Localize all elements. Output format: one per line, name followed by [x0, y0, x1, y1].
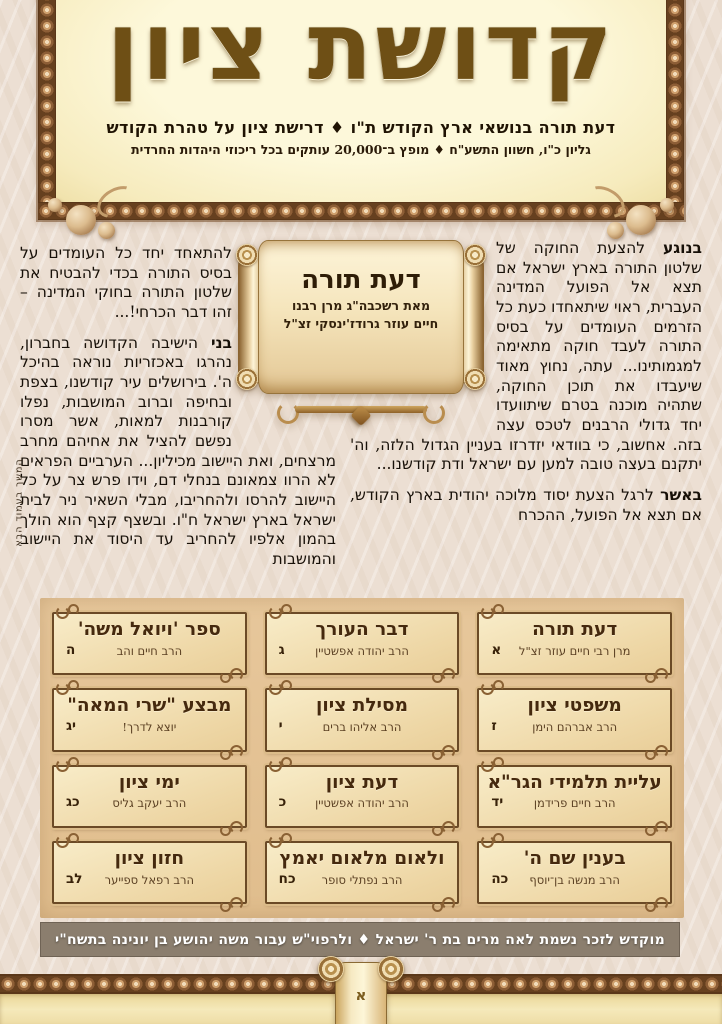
lead-word: באשר — [660, 485, 702, 505]
corner-flourish-icon — [56, 833, 80, 846]
corner-flourish-icon — [644, 899, 668, 912]
corner-sphere-ornament — [660, 198, 674, 212]
toc-entry-author: מרן רבי חיים עוזר זצ"ל — [518, 643, 631, 658]
scroll-curl-icon — [464, 244, 486, 266]
toc-entry-title: בענין שם ה' — [523, 847, 626, 869]
toc-entry[interactable] — [52, 612, 247, 675]
corner-flourish-icon — [431, 670, 455, 683]
toc-entry[interactable] — [52, 841, 247, 904]
toc-entry-title: מסילת ציון — [316, 695, 408, 717]
masthead-frame — [38, 0, 684, 220]
scroll-flourish — [271, 398, 451, 430]
corner-sphere-ornament — [48, 198, 62, 212]
continued-on-next-page-marker: המשך בעמוד הבא — [13, 458, 25, 547]
paragraph — [350, 485, 702, 525]
scroll-author: חיים עוזר גרודז'ינסקי זצ"ל — [283, 316, 439, 331]
toc-entry[interactable] — [477, 765, 672, 828]
corner-flourish-icon — [219, 899, 243, 912]
corner-flourish-icon — [644, 823, 668, 836]
paragraph-text: להצעת החוקה של שלטון התורה בארץ ישראל אם תצא אל הפועל המדינה העברית, ראוי שיתאחדו כעת כל הזרמים העומדים על בסיס התורה לעבד חוקה מתאימה למגמותינו... עתה, נחוץ מאוד שיעבדו את תוכן החוקה, שתהיה מוכנה בטרם שיתוועדו יחד גדולי הרבנים לטכס עצה בזה. אחשוב, כי בוודאי יזדרזו בעניין הגדול הלזה, וה' יתקנם בעצה טובה למען עם ישראל ודת קודשנו... — [350, 239, 702, 474]
lead-word: בנוגע — [662, 238, 702, 257]
lead-word: בני — [210, 332, 232, 352]
toc-entry-page: א — [491, 641, 502, 658]
paragraph-text: להתאחד יחד כל העומדים על בסיס התורה בכדי להבטיח את שלטון התורה בחוקי המדינה – זהו דבר הכרחי!... — [20, 244, 232, 322]
toc-entry-title: משפטי ציון — [527, 695, 622, 717]
toc-entry-author: יוצא לדרך! — [122, 720, 177, 735]
corner-flourish-icon — [431, 823, 455, 836]
toc-entry[interactable] — [52, 688, 247, 751]
daas-torah-scroll — [236, 232, 486, 432]
toc-entry-page: יג — [66, 718, 77, 735]
corner-flourish-icon — [431, 899, 455, 912]
scroll-curl-icon — [464, 368, 486, 390]
corner-flourish-icon — [644, 670, 668, 683]
toc-entry-author: הרב אברהם הימן — [532, 720, 618, 735]
paragraph-text: הישיבה הקדושה בחברון, נהרגו באכזריות נוראה בהיכל ה'. בירושלים עיר קודשנו, בצפת ובחיפה וברוב המושבות, נפלו קורבנות למאות, אשר מסרו נפשם להציל את אחיהם מחרב מרצחים, ואת היישוב מכיליון... הערביים הפראים לא הרוו צמאונם בנחלי דם, וידו פרש צר על כל היישוב להרסו ולהחריבו, מבלי השאיר ניר לבית ישראל בארץ ישראל ח"ו. ובשצף קצף הוא הולך בהמון אלפיו להחריב עד היסוד את היישוב והמושבות — [20, 333, 336, 569]
toc-entry-meta — [62, 870, 237, 887]
toc-entry-page: כה — [491, 870, 509, 887]
toc-entry-meta — [275, 870, 450, 887]
toc-entry-meta — [62, 796, 237, 810]
scroll-curl-icon — [318, 956, 344, 982]
toc-entry-page: ז — [491, 718, 497, 735]
toc-entry[interactable] — [477, 688, 672, 751]
toc-entry-title: ספר 'ויואל משה' — [77, 619, 221, 640]
corner-flourish-icon — [481, 604, 505, 617]
masthead — [84, 0, 638, 157]
corner-flourish-icon — [56, 604, 80, 617]
toc-entry-page: לב — [66, 870, 83, 887]
corner-flourish-icon — [269, 604, 293, 617]
toc-entry-meta — [275, 796, 450, 810]
toc-entry-author: הרב יהודה אפשטיין — [315, 643, 409, 658]
issue-info: גליון כ"ו, חשוון התשע"ח ♦ מופץ ב־20,000 עותקים בכל ריכוזי היהדות החרדית — [131, 142, 591, 157]
corner-flourish-icon — [481, 757, 505, 770]
scroll-heading: דעת תורה — [301, 265, 421, 295]
toc-entry-author: הרב יעקב גליס — [112, 796, 187, 811]
corner-flourish-icon — [56, 757, 80, 770]
toc-entry-page: ה — [66, 641, 76, 658]
toc-entry-meta — [487, 870, 662, 887]
publication-subtitle: דעת תורה בנושאי ארץ הקודש ת"ו ♦ דרישת ציון על טהרת הקודש — [106, 118, 616, 137]
toc-entry-meta — [62, 641, 237, 658]
toc-entry[interactable] — [265, 765, 460, 828]
toc-entry-author: הרב אליהו ברים — [322, 720, 402, 735]
scroll-curl-icon — [236, 368, 258, 390]
masthead-panel — [54, 0, 668, 204]
toc-entry-meta — [62, 720, 237, 734]
publication-title: קדושת ציון — [106, 0, 616, 102]
scroll-curl-icon — [236, 244, 258, 266]
corner-flourish-icon — [219, 823, 243, 836]
toc-entry-page: ג — [278, 641, 285, 658]
toc-entry-title: ולאום מלאום יאמץ — [279, 847, 445, 869]
toc-entry-meta — [487, 796, 662, 810]
toc-entry-title: מבצע "שרי המאה" — [67, 695, 232, 717]
toc-entry-meta — [487, 641, 662, 658]
toc-entry-title: חזון ציון — [114, 847, 185, 869]
toc-entry-page: כח — [278, 870, 296, 887]
toc-entry-author: הרב חיים פרידמן — [533, 796, 616, 811]
toc-entry-author: הרב נפתלי סופר — [321, 872, 403, 887]
page-number-scroll — [318, 956, 404, 1024]
toc-entry-title: עליית תלמידי הגר"א — [487, 771, 662, 793]
corner-flourish-icon — [269, 833, 293, 846]
scroll-curl-icon — [378, 956, 404, 982]
corner-flourish-icon — [219, 747, 243, 760]
paragraph-text: לרגל הצעת יסוד מלוכה יהודית בארץ הקודש, אם תצא אל הפועל, ההכרח — [350, 486, 702, 524]
corner-flourish-icon — [644, 747, 668, 760]
toc-entry-author: הרב רפאל ספייער — [104, 872, 194, 887]
corner-flourish-icon — [269, 680, 293, 693]
toc-entry-meta — [275, 641, 450, 658]
toc-entry-title: ימי ציון — [118, 771, 180, 793]
page-number: א — [355, 986, 367, 1004]
toc-entry[interactable] — [265, 612, 460, 675]
toc-entry-author: הרב חיים והב — [116, 643, 183, 658]
toc-entry-page: יד — [491, 794, 504, 811]
toc-entry-author: הרב מנשה בן־יוסף — [529, 872, 620, 887]
corner-flourish-icon — [219, 670, 243, 683]
table-of-contents — [40, 598, 684, 918]
corner-flourish-icon — [481, 680, 505, 693]
article-body — [0, 228, 722, 598]
toc-entry-title: דעת תורה — [532, 619, 618, 640]
toc-entry-page: כ — [278, 794, 287, 811]
toc-entry[interactable] — [477, 612, 672, 675]
toc-entry[interactable] — [265, 841, 460, 904]
toc-entry[interactable] — [477, 841, 672, 904]
scroll-parchment — [258, 240, 464, 394]
corner-flourish-icon — [56, 680, 80, 693]
corner-flourish-icon — [269, 757, 293, 770]
toc-entry-page: כג — [66, 794, 80, 811]
corner-flourish-icon — [481, 833, 505, 846]
corner-flourish-icon — [431, 747, 455, 760]
toc-entry-title: דעת ציון — [325, 771, 399, 793]
toc-entry-author: הרב יהודה אפשטיין — [315, 796, 409, 811]
toc-entry[interactable] — [52, 765, 247, 828]
toc-entry-page: י — [278, 718, 283, 735]
toc-entry-title: דבר העורך — [315, 619, 409, 640]
toc-entry[interactable] — [265, 688, 460, 751]
scroll-byline: מאת רשכבה"ג מרן רבנו — [291, 298, 431, 313]
toc-entry-meta — [487, 720, 662, 734]
dedication-bar — [40, 922, 680, 957]
frame-right-rail — [666, 0, 684, 220]
toc-entry-meta — [275, 720, 450, 734]
dedication-text: מוקדש לזכר נשמת לאה מרים בת ר' ישראל ♦ ולרפוי"ש עבור משה יהושע בן יונינה בתשח"י — [54, 931, 666, 948]
frame-left-rail — [38, 0, 56, 220]
